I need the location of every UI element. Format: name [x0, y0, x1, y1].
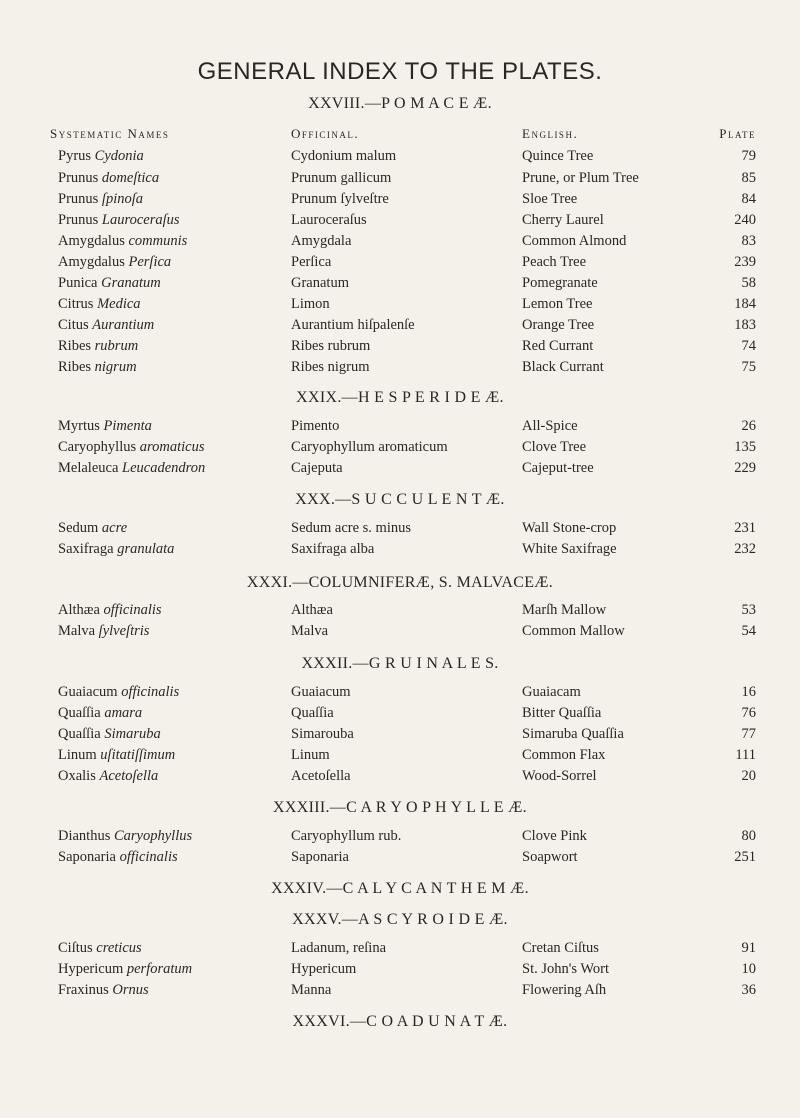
english-name: Sloe Tree: [522, 191, 578, 207]
officinal-name: Cydonium malum: [291, 148, 397, 164]
index-row: [0, 212, 800, 232]
plate-number: 91: [741, 940, 756, 956]
english-name: Common Almond: [522, 233, 627, 249]
english-name: Orange Tree: [522, 317, 595, 333]
officinal-name: Limon: [291, 296, 330, 312]
plate-number: 183: [734, 317, 756, 333]
index-row: [0, 961, 800, 981]
english-name: Cherry Laurel: [522, 212, 604, 228]
english-name: White Saxifrage: [522, 541, 617, 557]
genus: Pyrus: [58, 148, 92, 164]
genus: Malva: [58, 623, 96, 639]
officinal-name: Hypericum: [291, 961, 357, 977]
genus: Althæa: [58, 602, 100, 618]
genus: Fraxinus: [58, 982, 109, 998]
plate-number: 85: [741, 170, 756, 186]
systematic-name: [58, 296, 141, 313]
systematic-name: [58, 541, 174, 558]
plate-number: 16: [741, 684, 756, 700]
plate-number: 54: [741, 623, 756, 639]
section-heading: XXXIII.—C A R Y O P H Y L L E Æ.: [273, 799, 527, 816]
systematic-name: [58, 212, 180, 229]
species: aromaticus: [139, 439, 205, 455]
species: Simaruba: [104, 726, 161, 742]
column-header-systematic: Systematic Names: [50, 126, 170, 141]
genus: Caryophyllus: [58, 439, 137, 455]
species: Leucadendron: [122, 460, 206, 476]
genus: Ciſtus: [58, 940, 93, 956]
species: Ornus: [112, 982, 149, 998]
species: Acetoſella: [99, 768, 159, 784]
systematic-name: [58, 828, 192, 845]
genus: Guaiacum: [58, 684, 118, 700]
genus: Melaleuca: [58, 460, 119, 476]
officinal-name: Linum: [291, 747, 330, 763]
species: Caryophyllus: [113, 828, 193, 844]
plate-number: 77: [741, 726, 756, 742]
officinal-name: Prunum gallicum: [291, 170, 392, 186]
plate-number: 79: [741, 148, 756, 164]
species: Lauroceraſus: [101, 212, 180, 228]
index-row: [0, 359, 800, 379]
officinal-name: Ribes nigrum: [291, 359, 370, 375]
genus: Citrus: [58, 296, 94, 312]
genus: Linum: [58, 747, 97, 763]
plate-number: 80: [741, 828, 756, 844]
index-row: [0, 296, 800, 316]
genus: Prunus: [58, 191, 99, 207]
plate-number: 251: [734, 849, 756, 865]
index-row: [0, 940, 800, 960]
officinal-name: Perſica: [291, 254, 332, 270]
page-title: GENERAL INDEX TO THE PLATES.: [197, 58, 603, 85]
english-name: Marſh Mallow: [522, 602, 607, 618]
systematic-name: [58, 747, 175, 764]
index-row: [0, 602, 800, 622]
english-name: St. John's Wort: [522, 961, 609, 977]
plate-number: 84: [741, 191, 756, 207]
index-row: [0, 849, 800, 869]
index-row: [0, 520, 800, 540]
officinal-name: Acetoſella: [291, 768, 351, 784]
genus: Dianthus: [58, 828, 111, 844]
officinal-name: Quaſſia: [291, 705, 334, 721]
officinal-name: Saponaria: [291, 849, 349, 865]
english-name: Peach Tree: [522, 254, 587, 270]
index-row: [0, 338, 800, 358]
index-row: [0, 623, 800, 643]
species: ſylveſtris: [98, 623, 150, 639]
genus: Amygdalus: [58, 233, 125, 249]
column-header-english: English.: [522, 126, 579, 141]
index-row: [0, 705, 800, 725]
officinal-name: Malva: [291, 623, 329, 639]
systematic-name: [58, 961, 192, 978]
english-name: Flowering Aſh: [522, 982, 607, 998]
genus: Myrtus: [58, 418, 100, 434]
species: Medica: [97, 296, 141, 312]
systematic-name: [58, 726, 161, 743]
index-row: [0, 726, 800, 746]
systematic-name: [58, 275, 161, 292]
genus: Hypericum: [58, 961, 124, 977]
systematic-name: [58, 233, 187, 250]
index-row: [0, 148, 800, 168]
english-name: Bitter Quaſſia: [522, 705, 602, 721]
plate-number: 232: [734, 541, 756, 557]
systematic-name: [58, 520, 127, 537]
systematic-name: [58, 623, 149, 640]
officinal-name: Ladanum, reſina: [291, 940, 387, 956]
systematic-name: [58, 602, 162, 619]
species: perforatum: [126, 961, 193, 977]
species: officinalis: [103, 602, 162, 618]
index-row: [0, 254, 800, 274]
section-heading: XXXI.—COLUMNIFERÆ, S. MALVACEÆ.: [246, 574, 554, 591]
plate-number: 229: [734, 460, 756, 476]
english-name: Cretan Ciſtus: [522, 940, 599, 956]
officinal-name: Amygdala: [291, 233, 352, 249]
species: Pimenta: [103, 418, 152, 434]
english-name: Cajeput-tree: [522, 460, 594, 476]
genus: Prunus: [58, 212, 99, 228]
plate-number: 58: [741, 275, 756, 291]
officinal-name: Sedum acre s. minus: [291, 520, 412, 536]
plate-number: 83: [741, 233, 756, 249]
species: acre: [101, 520, 128, 536]
systematic-name: [58, 849, 178, 866]
officinal-name: Ribes rubrum: [291, 338, 371, 354]
section-heading: XXXII.—G R U I N A L E S.: [301, 655, 499, 672]
species: granulata: [117, 541, 175, 557]
index-row: [0, 541, 800, 561]
species: uſitatiſſimum: [100, 747, 176, 763]
officinal-name: Caryophyllum aromaticum: [291, 439, 448, 455]
plate-number: 231: [734, 520, 756, 536]
systematic-name: [58, 170, 159, 187]
systematic-name: [58, 191, 143, 208]
index-row: [0, 191, 800, 211]
officinal-name: Althæa: [291, 602, 333, 618]
index-row: [0, 684, 800, 704]
systematic-name: [58, 317, 154, 334]
column-header-officinal: Officinal.: [291, 126, 360, 141]
english-name: Soapwort: [522, 849, 578, 865]
genus: Amygdalus: [58, 254, 125, 270]
species: amara: [104, 705, 143, 721]
species: rubrum: [94, 338, 139, 354]
plate-number: 76: [741, 705, 756, 721]
systematic-name: [58, 684, 179, 701]
english-name: Quince Tree: [522, 148, 594, 164]
column-header-plate: Plate: [719, 126, 756, 141]
systematic-name: [58, 982, 149, 999]
officinal-name: Simarouba: [291, 726, 354, 742]
officinal-name: Guaiacum: [291, 684, 351, 700]
species: Granatum: [101, 275, 161, 291]
systematic-name: [58, 338, 138, 355]
plate-number: 36: [741, 982, 756, 998]
english-name: Wood-Sorrel: [522, 768, 597, 784]
systematic-name: [58, 460, 205, 477]
species: creticus: [96, 940, 142, 956]
species: ſpinoſa: [101, 191, 144, 207]
species: officinalis: [121, 684, 180, 700]
genus: Saponaria: [58, 849, 116, 865]
english-name: Pomegranate: [522, 275, 598, 291]
genus: Oxalis: [58, 768, 96, 784]
systematic-name: [58, 254, 171, 271]
systematic-name: [58, 359, 137, 376]
genus: Citus: [58, 317, 89, 333]
species: officinalis: [119, 849, 178, 865]
section-heading: XXIX.—H E S P E R I D E Æ.: [296, 389, 504, 406]
section-heading: XXXVI.—C O A D U N A T Æ.: [292, 1013, 508, 1030]
genus: Punica: [58, 275, 98, 291]
index-row: [0, 170, 800, 190]
officinal-name: Prunum ſylveſtre: [291, 191, 389, 207]
section-heading: XXX.—S U C C U L E N T Æ.: [295, 491, 505, 508]
index-row: [0, 747, 800, 767]
officinal-name: Manna: [291, 982, 332, 998]
officinal-name: Lauroceraſus: [291, 212, 367, 228]
english-name: Clove Tree: [522, 439, 587, 455]
plate-number: 75: [741, 359, 756, 375]
species: communis: [128, 233, 188, 249]
officinal-name: Caryophyllum rub.: [291, 828, 402, 844]
english-name: Common Flax: [522, 747, 606, 763]
officinal-name: Saxifraga alba: [291, 541, 375, 557]
index-row: [0, 275, 800, 295]
species: Cydonia: [94, 148, 144, 164]
index-row: [0, 317, 800, 337]
plate-number: 135: [734, 439, 756, 455]
english-name: Red Currant: [522, 338, 594, 354]
section-heading: XXXIV.—C A L Y C A N T H E M Æ.: [271, 880, 529, 897]
species: domeſtica: [101, 170, 160, 186]
systematic-name: [58, 148, 144, 165]
systematic-name: [58, 940, 142, 957]
plate-number: 26: [741, 418, 756, 434]
english-name: Lemon Tree: [522, 296, 593, 312]
genus: Saxifraga: [58, 541, 114, 557]
index-row: [0, 418, 800, 438]
species: Perſica: [128, 254, 172, 270]
systematic-name: [58, 418, 152, 435]
english-name: All-Spice: [522, 418, 578, 434]
systematic-name: [58, 768, 158, 785]
index-row: [0, 460, 800, 480]
officinal-name: Cajeputa: [291, 460, 343, 476]
genus: Quaſſia: [58, 726, 101, 742]
systematic-name: [58, 439, 204, 456]
genus: Ribes: [58, 338, 92, 354]
plate-number: 74: [741, 338, 756, 354]
english-name: Common Mallow: [522, 623, 625, 639]
plate-number: 184: [734, 296, 756, 312]
genus: Ribes: [58, 359, 92, 375]
index-row: [0, 768, 800, 788]
section-heading: XXXV.—A S C Y R O I D E Æ.: [292, 911, 508, 928]
plate-number: 10: [741, 961, 756, 977]
index-row: [0, 982, 800, 1002]
plate-number: 240: [734, 212, 756, 228]
officinal-name: Aurantium hiſpalenſe: [291, 317, 415, 333]
index-row: [0, 439, 800, 459]
plate-number: 239: [734, 254, 756, 270]
index-row: [0, 828, 800, 848]
section-heading: XXVIII.—P O M A C E Æ.: [308, 95, 492, 112]
english-name: Simaruba Quaſſia: [522, 726, 624, 742]
officinal-name: Pimento: [291, 418, 340, 434]
genus: Prunus: [58, 170, 99, 186]
plate-number: 53: [741, 602, 756, 618]
species: nigrum: [94, 359, 137, 375]
genus: Sedum: [58, 520, 99, 536]
plate-number: 111: [735, 747, 756, 763]
english-name: Black Currant: [522, 359, 604, 375]
english-name: Guaiacam: [522, 684, 581, 700]
index-row: [0, 233, 800, 253]
officinal-name: Granatum: [291, 275, 349, 291]
english-name: Clove Pink: [522, 828, 587, 844]
genus: Quaſſia: [58, 705, 101, 721]
plate-number: 20: [741, 768, 756, 784]
species: Aurantium: [92, 317, 155, 333]
english-name: Wall Stone-crop: [522, 520, 617, 536]
systematic-name: [58, 705, 142, 722]
english-name: Prune, or Plum Tree: [522, 170, 639, 186]
